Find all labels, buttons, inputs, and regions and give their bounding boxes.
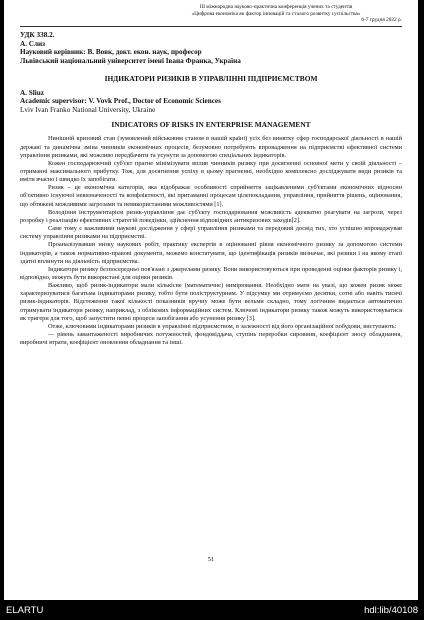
paragraph: Володіння інструментарієм ризик-управління дає суб'єкту господарювання можливість адекватно реагувати на загрози, через розробку і реалізацію ефективних стратегій поведінки, здійснення відповідних антикризових заходів[2]. <box>20 208 402 224</box>
supervisor-en: Academic supervisor: V. Vovk Prof., Doctor of Economic Sciences <box>20 97 221 106</box>
university-en: Lviv Ivan Franko National University, Ukraine <box>20 105 156 114</box>
page-number: 51 <box>207 556 215 563</box>
article-body <box>20 135 402 347</box>
paragraph: Ризик – це економічна категорія, яка відображає особливості сприйняття зацікавленими суб'єктами економічних відносин об'єктивно існуючої невизначеності та конфліктності, які притаманні процесам цілепокладання, управління, прийняття рішень, оцінювання, що обтяжені можливими загрозами та невикористаними можливостями [1]. <box>20 184 402 208</box>
paragraph: Кожен господарюючий суб'єкт прагне мінімізувати вплив чинників ризику при досягненні основної мети у своїй діяльності – отриманні максимального прибутку. Тож, для досягнення успіху в цьому прагненні, необхідно комплексно досліджувати види ризиків та вміти вчасно і швидко їх запобігати. <box>20 159 402 184</box>
paragraph: Індикатори ризику безпосередньо пов'язані з джерелами ризику. Вони використовуються при проведенні оцінки факторів ризику і, відповідно, можуть бути використані для оцінки ризиків. <box>20 265 402 281</box>
paragraph: Проаналізувавши низку наукових робіт, практику експертів в оцінюванні рівня економічного ризику за допомогою системи індикаторів, а також нормативно-правові документи, можемо констатувати, що ідентифікація ризиків визначає, які ризики і на якому етапі здатні вплинути на діяльність підприємства. <box>20 241 402 265</box>
repository-footer <box>0 602 424 620</box>
paragraph: Важливо, щоб ризик-індикатори мали кількісне (математичне) вимірювання. Необхідно мати на увазі, що кожен ризик може характеризуватися багатьма індикаторами ризику, тобто бути поліструктурним. У підсумку ми отримуємо десятки, сотні або навіть тисячі ризик-індикаторів. Відстеження такої кількості показників вручну може бути вельми складно, тому логічним видається автоматично отримувати індикатори ризику, наприклад, з облікових інформаційних систем. Ключові індикатори ризику також можуть використовуватися як тригери для того, щоб запустити певні процеси запобігання або усунення ризику [3]. <box>20 282 402 322</box>
supervisor-ua: Науковий керівник: В. Вовк, докт. екон. наук, професор <box>20 48 202 57</box>
header-divider <box>20 26 402 27</box>
university-ua: Львівський національний університет імені Івана Франка, Україна <box>20 56 241 65</box>
conference-date: 6-7 грудня 2022 р. <box>361 17 402 24</box>
title-en: INDICATORS OF RISKS IN ENTERPRISE MANAGEMENT <box>111 120 311 130</box>
document-page <box>4 0 418 600</box>
handle-id: hdl:lib/40108 <box>364 605 418 616</box>
paragraph: Саме тому є важливими наукові дослідження у сфері управління ризиками та передовий досвід тих, хто успішно впроваджував систему управління ризиками на підприємстві. <box>20 225 402 241</box>
conference-header-line1: ІІІ міжнародна науково-практична конференція учених та студентів <box>199 4 353 10</box>
author-name-ua: А. Слиз <box>20 39 46 48</box>
paragraph: Нинішній кризовий стан (зумовлений військовим станом в нашій країні) усіх без винятку сфер господарської діяльності в нашій державі та динамічна зміна чинників економічних процесів, безумовно потребують впровадження на підприємстві ефективної системи управління ризиками, які можливо передбачити та усунути за допомогою спеціальних індикаторів. <box>20 135 402 159</box>
title-ua: ІНДИКАТОРИ РИЗИКІВ В УПРАВЛІННІ ПІДПРИЄМСТВОМ <box>104 73 318 83</box>
paragraph: — рівень завантаженості виробничих потужностей, фондовіддача, ступінь переробки сировини, коефіцієнт зносу обладнання, виробничі втрати, коефіцієнт оновлення обладнання та інші. <box>20 331 402 347</box>
udc-code: УДК 338.2. <box>20 30 55 39</box>
author-name-en: A. Sliuz <box>20 88 44 97</box>
paragraph: Отже, ключовими індикаторами ризиків в управлінні підприємством, в залежності від його організаційної побудови, виступають: <box>48 322 397 330</box>
repository-name: ELARTU <box>6 605 44 616</box>
conference-header-line2: «Цифрова економіка як фактор інновацій та сталого розвитку суспільства» <box>191 10 361 17</box>
